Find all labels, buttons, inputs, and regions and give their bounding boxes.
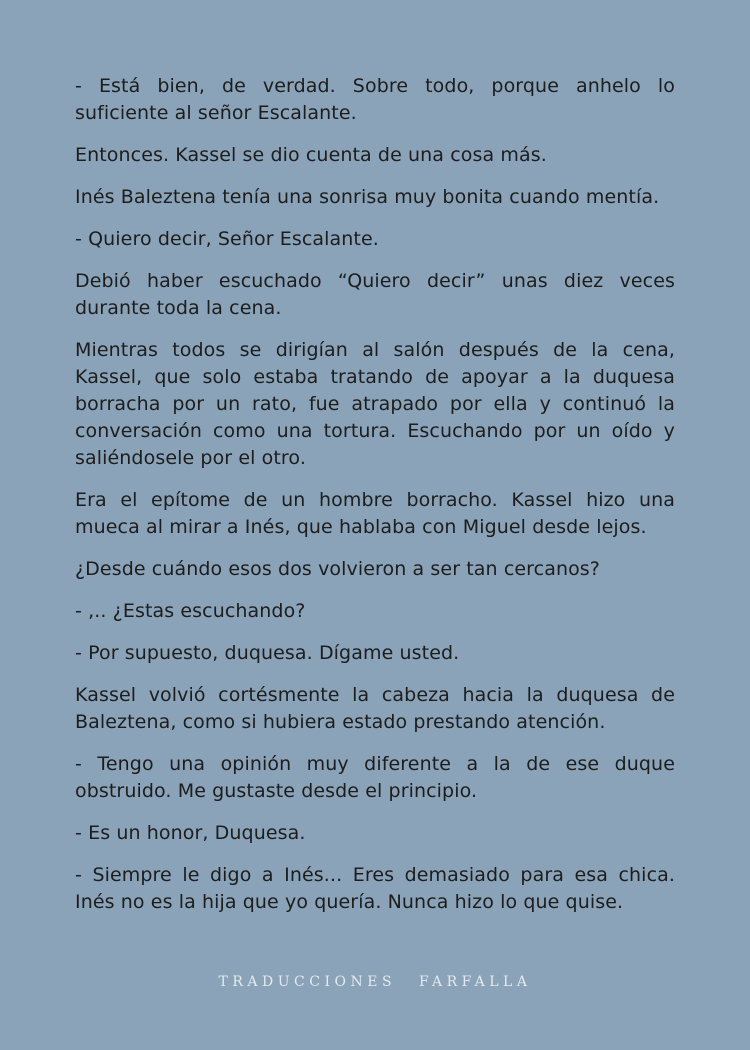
paragraph-13: - Es un honor, Duquesa. bbox=[75, 822, 306, 844]
footer-watermark: TRADUCCIONES FARFALLA bbox=[218, 974, 532, 990]
page-body bbox=[75, 73, 675, 931]
paragraph-14: - Siempre le digo a Inés... Eres demasiado para esa chica. Inés no es la hija que yo quería. Nunca hizo lo que quise. bbox=[75, 864, 675, 913]
paragraph-8: ¿Desde cuándo esos dos volvieron a ser tan cercanos? bbox=[75, 558, 600, 580]
paragraph-7: Era el epítome de un hombre borracho. Kassel hizo una mueca al mirar a Inés, que hablaba con Miguel desde lejos. bbox=[75, 489, 675, 538]
paragraph-11: Kassel volvió cortésmente la cabeza hacia la duquesa de Baleztena, como si hubiera estado prestando atención. bbox=[75, 684, 675, 733]
paragraph-3: Inés Baleztena tenía una sonrisa muy bonita cuando mentía. bbox=[75, 186, 660, 208]
paragraph-1: - Está bien, de verdad. Sobre todo, porque anhelo lo suficiente al señor Escalante. bbox=[75, 75, 675, 124]
paragraph-9: - ,.. ¿Estas escuchando? bbox=[75, 600, 306, 622]
paragraph-4: - Quiero decir, Señor Escalante. bbox=[75, 228, 379, 250]
paragraph-5: Debió haber escuchado “Quiero decir” unas diez veces durante toda la cena. bbox=[75, 270, 675, 319]
paragraph-10: - Por supuesto, duquesa. Dígame usted. bbox=[75, 642, 460, 664]
paragraph-6: Mientras todos se dirigían al salón después de la cena, Kassel, que solo estaba tratando de apoyar a la duquesa borracha por un rato, fue atrapado por ella y continuó la conversación como una tortura. Escuchando por un oído y saliéndosele por el otro. bbox=[75, 339, 675, 469]
paragraph-12: - Tengo una opinión muy diferente a la de ese duque obstruido. Me gustaste desde el principio. bbox=[75, 753, 675, 802]
paragraph-2: Entonces. Kassel se dio cuenta de una cosa más. bbox=[75, 144, 547, 166]
